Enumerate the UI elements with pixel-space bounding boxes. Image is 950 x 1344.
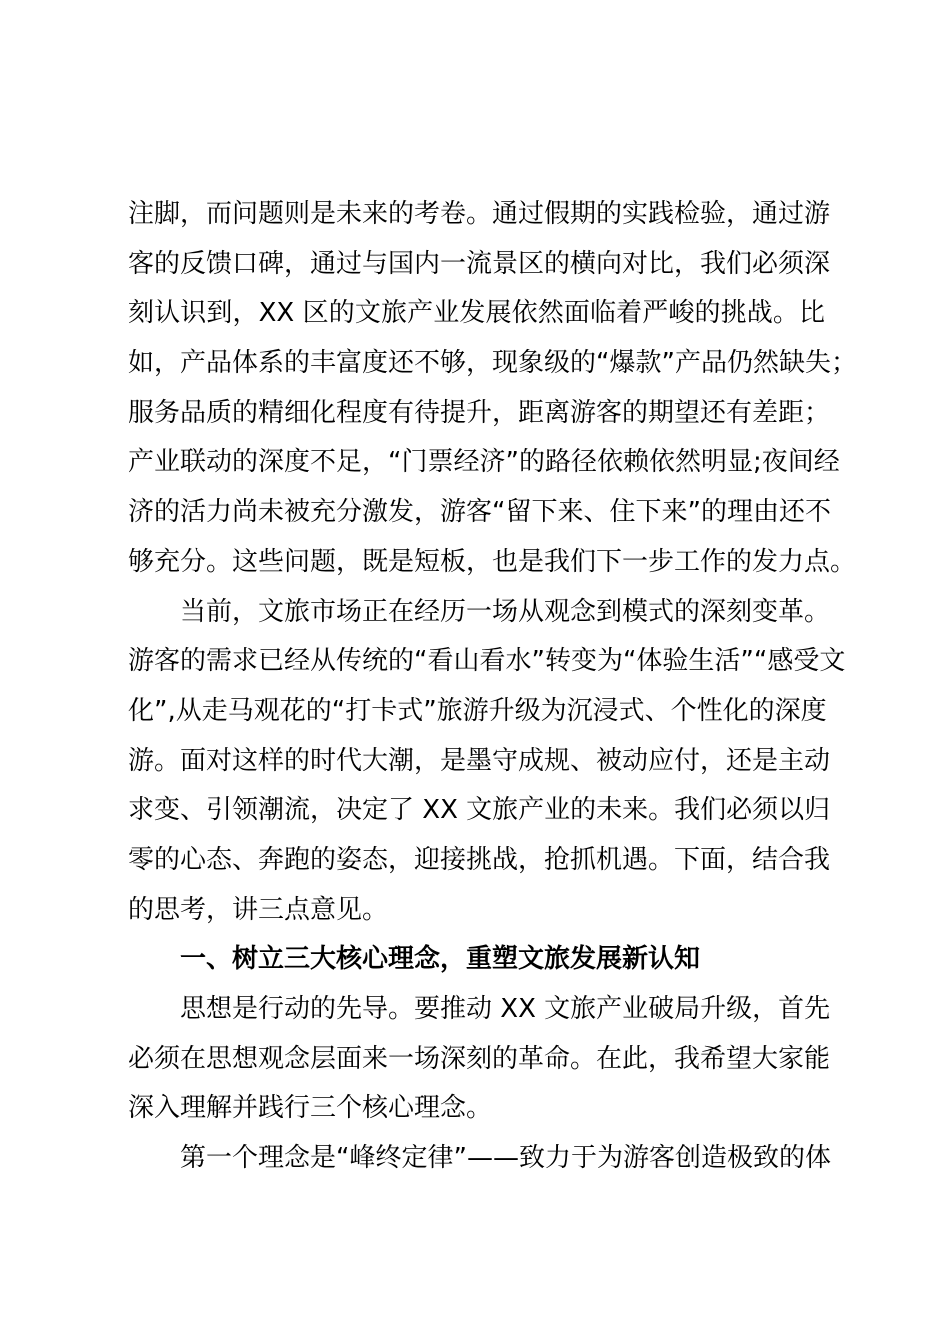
paragraph: [128, 588, 846, 936]
paragraph: [128, 985, 831, 1134]
text-line: 够充分。这些问题，既是短板，也是我们下一步工作的发力点。: [128, 546, 857, 577]
text-line: 客的反馈口碑，通过与国内一流景区的横向对比，我们必须深: [128, 248, 831, 279]
document-page: [128, 190, 857, 1184]
text-line: 济的活力尚未被充分激发，游客“留下来、住下来”的理由还不: [128, 497, 831, 528]
text-line: 零的心态、奔跑的姿态，迎接挑战，抢抓机遇。下面，结合我: [128, 844, 831, 875]
text-line: 求变、引领潮流，决定了 XX 文旅产业的未来。我们必须以归: [128, 795, 831, 826]
text-line: 当前，文旅市场正在经历一场从观念到模式的深刻变革。: [180, 596, 831, 627]
text-line: 服务品质的精细化程度有待提升，距离游客的期望还有差距；: [128, 397, 831, 428]
paragraph: [128, 1134, 831, 1184]
section-heading: [128, 935, 825, 985]
text-line: 思想是行动的先导。要推动 XX 文旅产业破局升级，首先: [180, 994, 831, 1024]
text-line: 刻认识到，XX 区的文旅产业发展依然面临着严峻的挑战。比: [128, 298, 825, 329]
text-line: 注脚，而问题则是未来的考卷。通过假期的实践检验，通过游: [128, 199, 831, 229]
text-line: 化”,从走马观花的“打卡式”旅游升级为沉浸式、个性化的深度: [128, 695, 827, 726]
text-line: 一、树立三大核心理念，重塑文旅发展新认知: [180, 944, 701, 975]
text-line: 第一个理念是“峰终定律”——致力于为游客创造极致的体: [180, 1143, 831, 1174]
text-line: 游客的需求已经从传统的“看山看水”转变为“体验生活”“感受文: [128, 646, 846, 677]
text-line: 游。面对这样的时代大潮，是墨守成规、被动应付，还是主动: [128, 745, 831, 776]
text-line: 必须在思想观念层面来一场深刻的革命。在此，我希望大家能: [128, 1043, 831, 1074]
text-line: 深入理解并践行三个核心理念。: [128, 1093, 493, 1124]
text-line: 如，产品体系的丰富度还不够，现象级的“爆款”产品仍然缺失；: [128, 348, 857, 379]
paragraph: [128, 190, 857, 588]
text-line: 产业联动的深度不足，“门票经济”的路径依赖依然明显;夜间经: [128, 447, 840, 478]
text-line: 的思考，讲三点意见。: [128, 894, 389, 925]
